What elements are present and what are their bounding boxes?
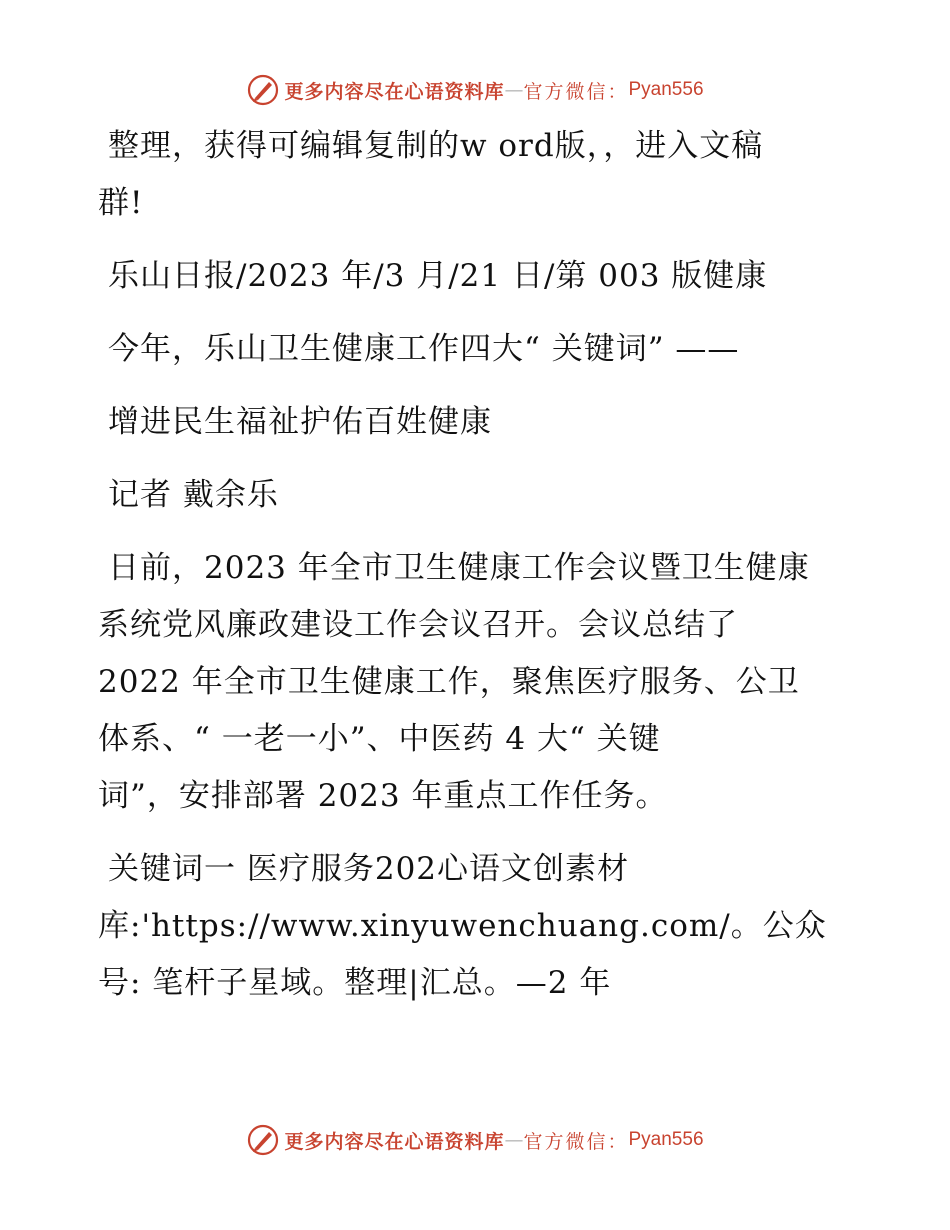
paragraph-line: 关键词一 医疗服务202心语文创素材 <box>108 851 630 887</box>
watermark-wechat-account: Pyan556 <box>628 79 704 100</box>
watermark-brand: 更多内容尽在心语资料库 <box>284 80 505 103</box>
paragraph-line: 日前，2023 年全市卫生健康工作会议暨卫生健康 <box>108 550 810 586</box>
paragraph-line: 库:'https://www.xinyuwenchuang.com/。公众 <box>98 908 827 944</box>
byline: 记者 戴余乐 <box>108 477 279 513</box>
paragraph-line: 词”，安排部署 2023 年重点工作任务。 <box>98 778 668 814</box>
footer-watermark <box>0 1120 950 1160</box>
watermark-wechat-account: Pyan556 <box>628 1129 704 1150</box>
header-watermark <box>0 70 950 110</box>
article-subheadline: 增进民生福祉护佑百姓健康 <box>108 404 492 440</box>
source-line: 乐山日报/2023 年/3 月/21 日/第 003 版健康 <box>108 258 768 294</box>
paragraph-line: 号: 笔杆子星域。整理|汇总。—2 年 <box>98 965 612 1001</box>
watermark-wechat-label: 官方微信： <box>523 1130 629 1153</box>
intro-line: 群! <box>98 185 144 221</box>
intro-line: 整理，获得可编辑复制的w ord版，，进入文稿 <box>108 128 764 164</box>
watermark-separator: — <box>504 1129 524 1151</box>
watermark-brand: 更多内容尽在心语资料库 <box>284 1130 505 1153</box>
paragraph-line: 2022 年全市卫生健康工作，聚焦医疗服务、公卫 <box>98 664 800 700</box>
paragraph-line: 体系、“ 一老一小”、中医药 4 大“ 关键 <box>98 721 661 757</box>
article-headline: 今年，乐山卫生健康工作四大“ 关键词” —— <box>108 331 740 367</box>
quill-logo-icon <box>246 73 280 107</box>
quill-logo-icon <box>246 1123 280 1157</box>
paragraph-line: 系统党风廉政建设工作会议召开。会议总结了 <box>98 607 738 643</box>
document-body <box>98 118 858 1012</box>
watermark-wechat-label: 官方微信： <box>523 80 629 103</box>
watermark-separator: — <box>504 79 524 101</box>
